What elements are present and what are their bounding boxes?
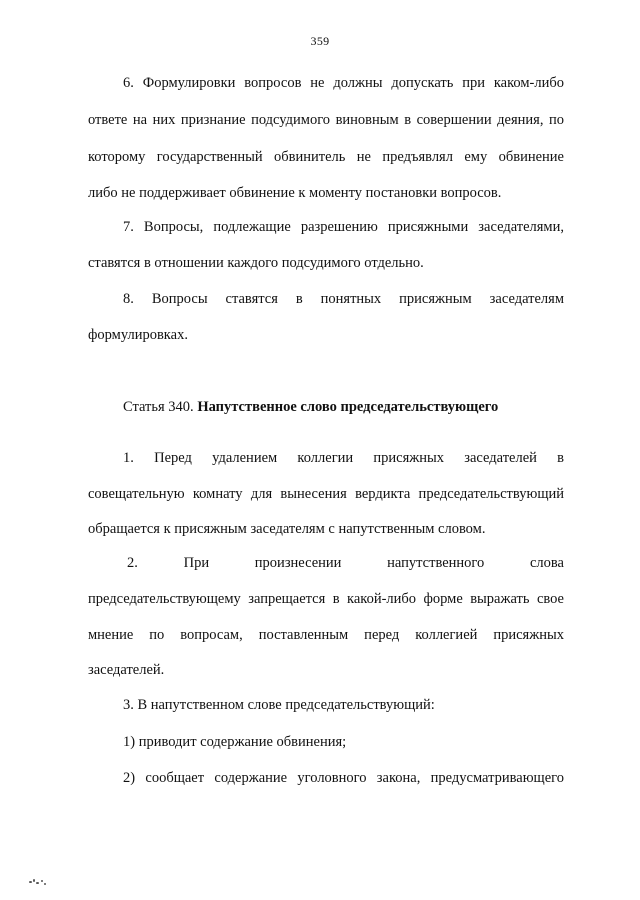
- text-line: 7. Вопросы, подлежащие разрешению присяжными заседателями,: [123, 219, 564, 235]
- scan-speck: [36, 882, 39, 884]
- text-line: ставятся в отношении каждого подсудимого отдельно.: [88, 255, 424, 271]
- text-line: 1) приводит содержание обвинения;: [123, 734, 347, 750]
- text-line: которому государственный обвинитель не предъявлял ему обвинение: [88, 149, 564, 165]
- text-line: мнение по вопросам, поставленным перед коллегией присяжных: [88, 627, 564, 643]
- scan-speck: [33, 879, 35, 882]
- text-line: 2. При произнесении напутственного слова: [127, 555, 564, 571]
- article-number: Статья 340.: [123, 399, 198, 415]
- article-title: Напутственное слово председательствующего: [197, 399, 499, 415]
- text-line: 8. Вопросы ставятся в понятных присяжным заседателям: [123, 291, 564, 307]
- text-line: обращается к присяжным заседателям с напутственным словом.: [88, 521, 486, 537]
- text-line: ответе на них признание подсудимого виновным в совершении деяния, по: [88, 112, 564, 128]
- page-number: 359: [310, 34, 330, 48]
- text-line: либо не поддерживает обвинение к моменту постановки вопросов.: [88, 185, 502, 201]
- scan-speck: [41, 880, 43, 882]
- text-line: председательствующему запрещается в какой-либо форме выражать свое: [88, 591, 564, 607]
- text-line: заседателей.: [88, 662, 165, 678]
- scan-speck: [44, 883, 46, 885]
- text-line: совещательную комнату для вынесения вердикта председательствующий: [88, 486, 564, 502]
- text-line: 3. В напутственном слове председательствующий:: [123, 697, 435, 713]
- article-heading: [123, 398, 564, 416]
- text-line: 2) сообщает содержание уголовного закона, предусматривающего: [123, 770, 564, 786]
- text-line: формулировках.: [88, 327, 188, 343]
- scan-speck: [29, 881, 32, 883]
- text-line: 1. Перед удалением коллегии присяжных заседателей в: [123, 450, 564, 466]
- text-line: 6. Формулировки вопросов не должны допускать при каком-либо: [123, 75, 564, 91]
